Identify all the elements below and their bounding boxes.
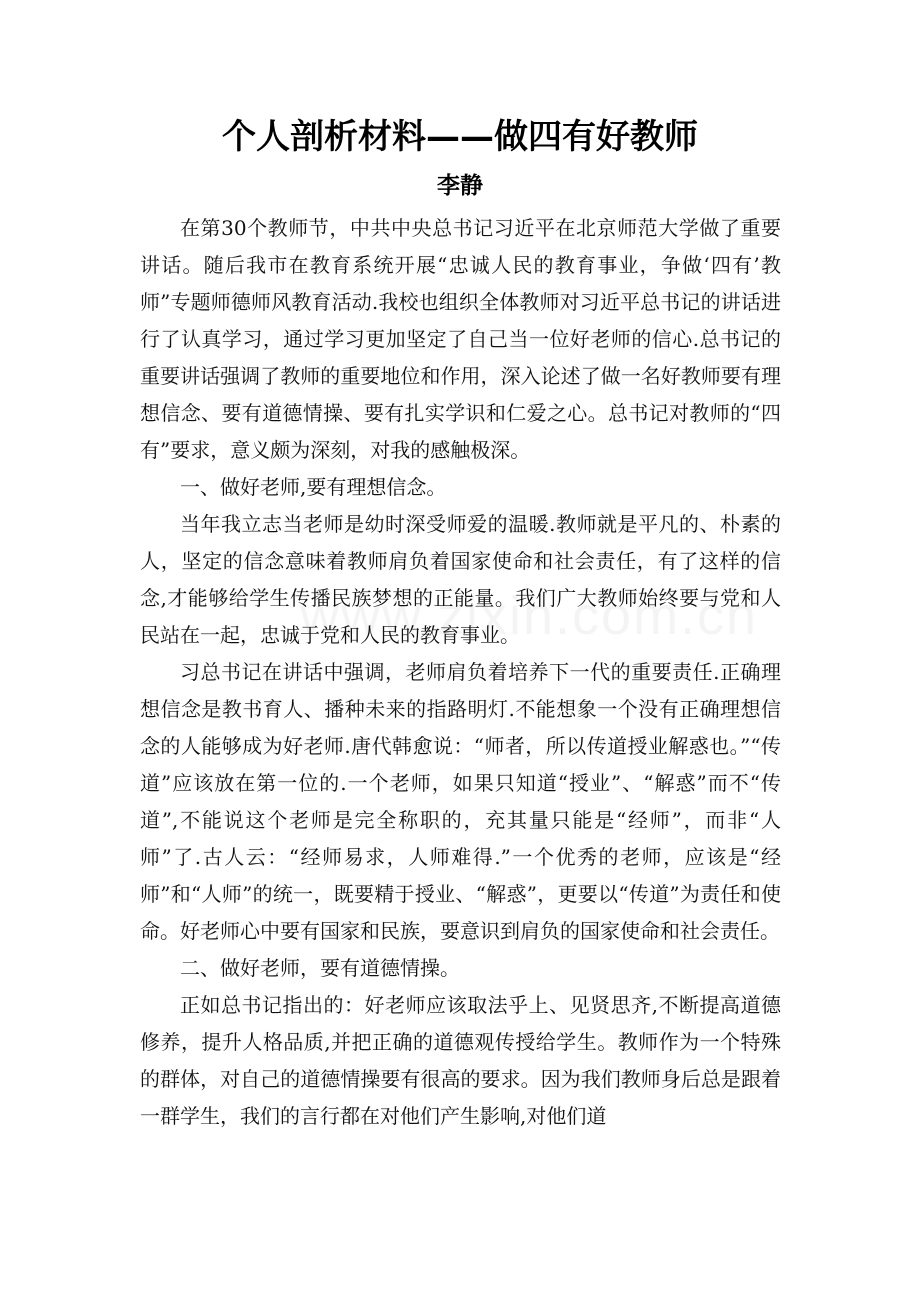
document-body: [140, 210, 781, 1135]
section-heading-1: 一、做好老师,要有理想信念。: [180, 475, 447, 499]
paragraph-intro: 在第30个教师节，中共中央总书记习近平在北京师范大学做了重要讲话。随后我市在教育系统开展“忠诚人民的教育事业，争做‘四有’教师”专题师德师风教育活动.我校也组织全体教师对习近平总书记的讲话进行了认真学习，通过学习更加坚定了自己当一位好老师的信心.总书记的重要讲话强调了教师的重要地位和作用，深入论述了做一名好教师要有理想信念、要有道德情操、要有扎实学识和仁爱之心。总书记对教师的“四有”要求，意义颇为深刻，对我的感触极深。: [140, 216, 781, 462]
paragraph: 习总书记在讲话中强调，老师肩负着培养下一代的重要责任.正确理想信念是教书育人、播种未来的指路明灯.不能想象一个没有正确理想信念的人能够成为好老师.唐代韩愈说：“师者，所以传道授业解惑也。”“传道”应该放在第一位的.一个老师，如果只知道“授业”、“解惑”而不“传道”,不能说这个老师是完全称职的，充其量只能是“经师”，而非“人师”了.古人云：“经师易求，人师难得.”一个优秀的老师，应该是“经师”和“人师”的统一，既要精于授业、“解惑”，更要以“传道”为责任和使命。好老师心中要有国家和民族，要意识到肩负的国家使命和社会责任。: [140, 660, 781, 943]
document-title: 个人剖析材料——做四有好教师: [222, 117, 698, 157]
paragraph: 当年我立志当老师是幼时深受师爱的温暖.教师就是平凡的、朴素的人，坚定的信念意味着教师肩负着国家使命和社会责任，有了这样的信念,才能够给学生传播民族梦想的正能量。我们广大教师始终要与党和人民站在一起，忠诚于党和人民的教育事业。: [140, 512, 781, 647]
paragraph: 正如总书记指出的：好老师应该取法乎上、见贤思齐,不断提高道德修养，提升人格品质,并把正确的道德观传授给学生。教师作为一个特殊的群体，对自己的道德情操要有很高的要求。因为我们教师身后总是跟着一群学生，我们的言行都在对他们产生影响,对他们道: [140, 993, 781, 1128]
document-author: 李静: [437, 173, 483, 199]
section-heading-2: 二、做好老师，要有道德情操。: [180, 956, 460, 980]
